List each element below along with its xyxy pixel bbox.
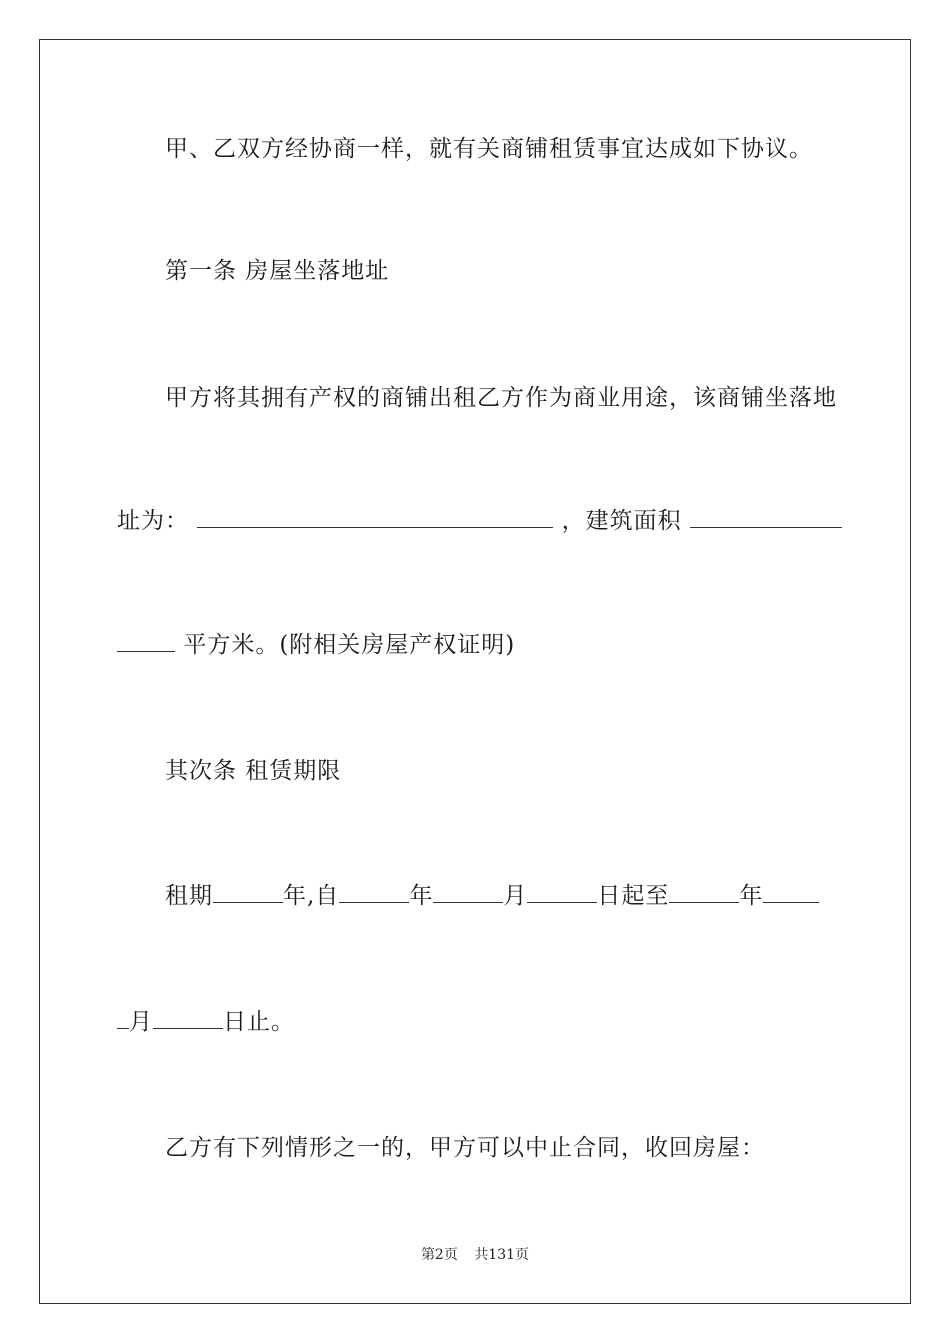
paragraph-text: ，建筑面积 [561,508,682,534]
area-blank-continued [117,633,175,652]
page-footer [0,1246,950,1264]
paragraph-text: 甲方将其拥有产权的商铺出租乙方作为商业用途，该商铺坐落地 [165,385,837,411]
paragraph-lease-term [165,881,819,911]
area-blank [690,509,842,528]
heading-text: 其次条 租赁期限 [165,758,342,784]
page-total: 共131页 [474,1247,530,1263]
article-1-title [165,256,389,286]
start-day-blank [527,884,597,903]
paragraph-text: 址为： [117,508,189,534]
paragraph-text: 日止。 [223,1009,295,1035]
heading-text: 第一条 房屋坐落地址 [165,258,390,284]
start-year-blank [339,884,409,903]
paragraph-text: 月 [503,883,528,909]
paragraph-text: 乙方有下列情形之一的，甲方可以中止合同，收回房屋： [165,1135,765,1161]
end-month-blank-continued [117,1010,129,1029]
page-number: 第2页 [420,1247,458,1263]
paragraph-text: 租期 [165,883,213,909]
years-blank [213,884,283,903]
page-border [39,39,911,1304]
end-month-blank [763,884,819,903]
paragraph-text: 年 [409,883,434,909]
paragraph-lease-term-end [117,1007,295,1037]
paragraph-termination-conditions [165,1133,765,1163]
paragraph-property-location [165,383,837,413]
end-day-blank [153,1010,223,1029]
address-blank [197,509,553,528]
article-2-title [165,756,341,786]
paragraph-text: 甲、乙双方经协商一样，就有关商铺租赁事宜达成如下协议。 [165,136,813,162]
paragraph-text: 年,自 [283,883,340,909]
paragraph-text: 平方米。(附相关房屋产权证明) [183,632,516,658]
paragraph-text: 年 [739,883,764,909]
end-year-blank [669,884,739,903]
paragraph-address-line [117,506,842,536]
paragraph-text: 月 [129,1009,153,1035]
paragraph-agreement-intro [165,134,813,164]
start-month-blank [433,884,503,903]
paragraph-text: 日起至 [597,883,670,909]
paragraph-area-line [117,630,515,660]
